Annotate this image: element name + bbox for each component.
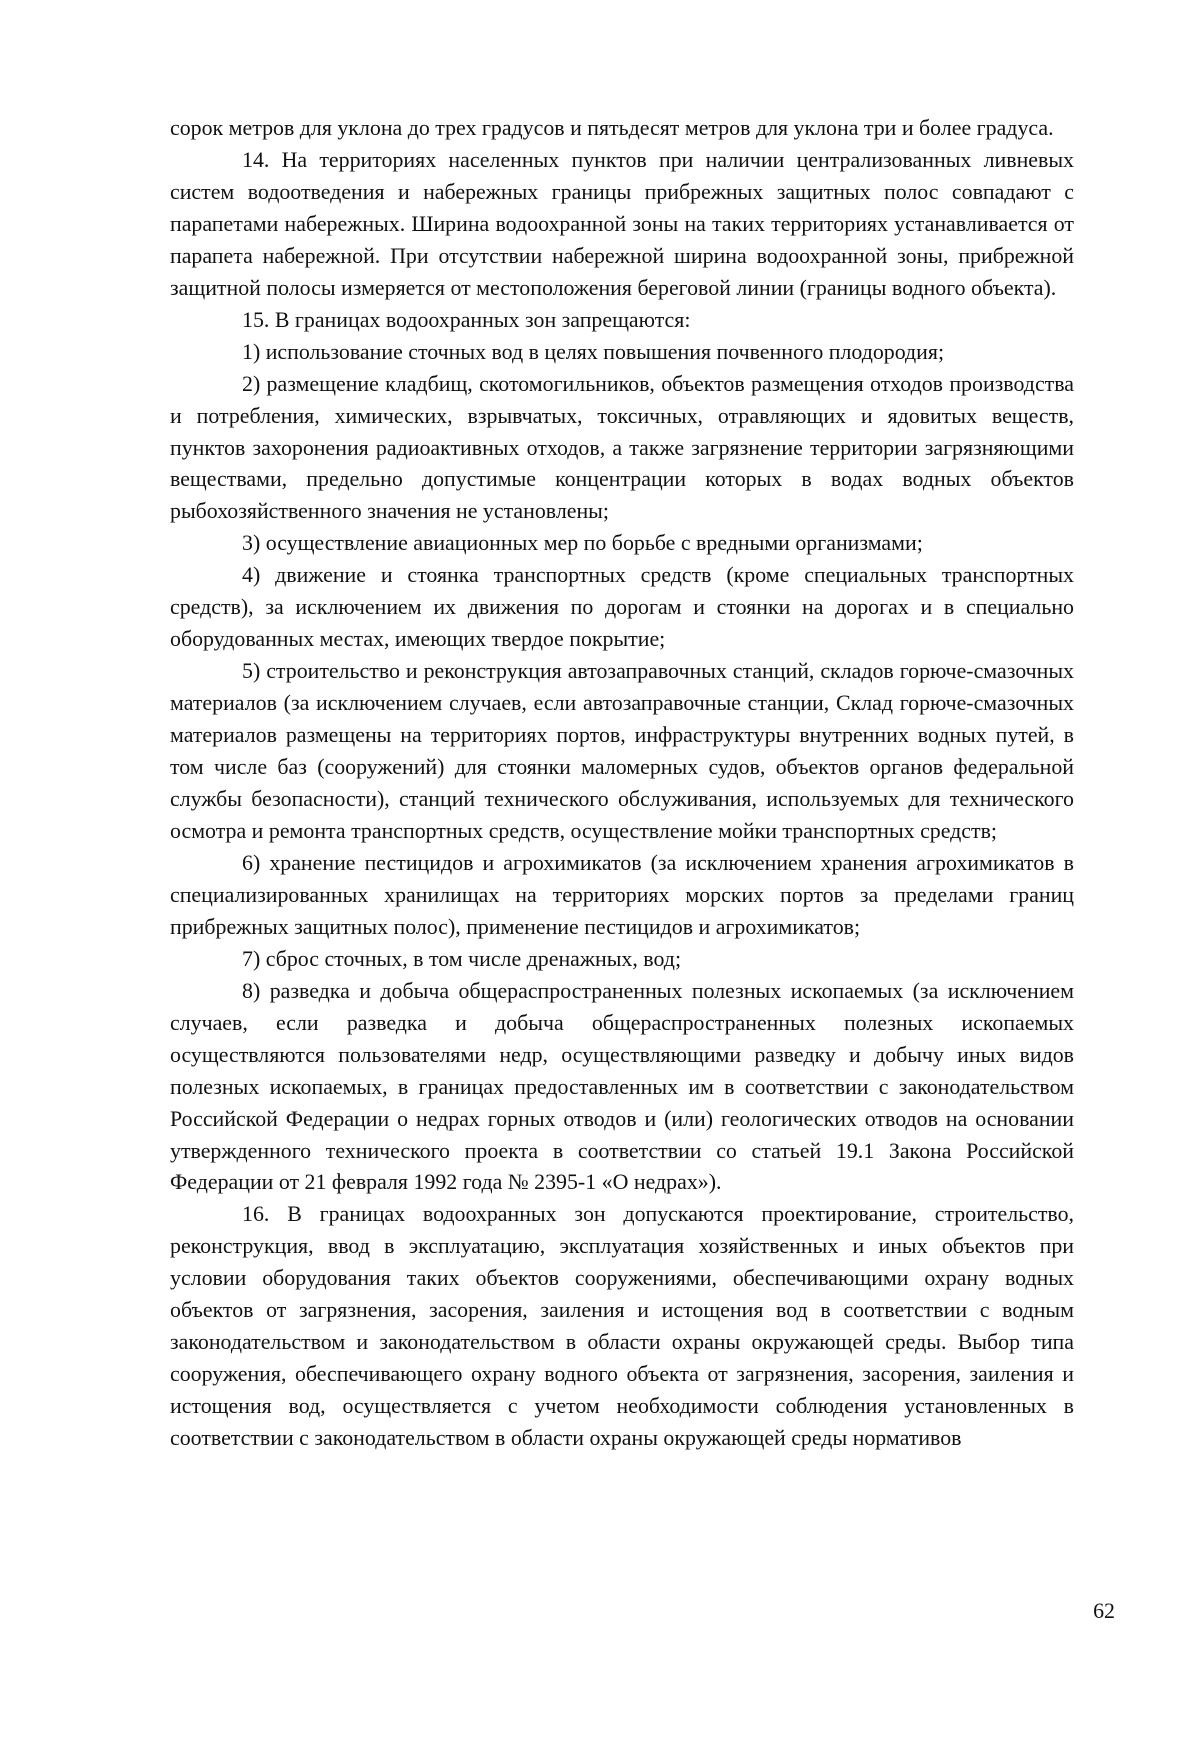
subitem-1: 1) использование сточных вод в целях повышения почвенного плодородия; xyxy=(242,338,945,364)
subitem-7: 7) сброс сточных, в том числе дренажных, вод; xyxy=(242,945,682,971)
subitem-4: 4) движение и стоянка транспортных средств (кроме специальных транспортных средств), за исключением их движения по дорогам и стоянки на дорогах и в специально оборудованных местах, имеющих твердое покрытие; xyxy=(170,562,1074,652)
subitem-6: 6) хранение пестицидов и агрохимикатов (за исключением хранения агрохимикатов в специализированных хранилищах на территориях морских портов за пределами границ прибрежных защитных полос), применение пестицидов и агрохимикатов; xyxy=(170,849,1074,939)
document-body xyxy=(170,112,1074,1454)
subitem-2: 2) размещение кладбищ, скотомогильников, объектов размещения отходов производства и потребления, химических, взрывчатых, токсичных, отравляющих и ядовитых веществ, пунктов захоронения радиоактивных отходов, а также загрязнение территории загрязняющими веществами, предельно допустимые концентрации которых в водах водных объектов рыбохозяйственного значения не установлены; xyxy=(170,370,1074,524)
subitem-8: 8) разведка и добыча общераспространенных полезных ископаемых (за исключением случаев, если разведка и добыча общераспространенных полезных ископаемых осуществляются пользователями недр, осуществляющими разведку и добычу иных видов полезных ископаемых, в границах предоставленных им в соответствии с законодательством Российской Федерации о недрах горных отводов и (или) геологических отводов на основании утвержденного технического проекта в соответствии со статьей 19.1 Закона Российской Федерации от 21 февраля 1992 года № 2395-1 «О недрах»). xyxy=(170,977,1074,1195)
paragraph-item-16: 16. В границах водоохранных зон допускаются проектирование, строительство, реконструкция, ввод в эксплуатацию, эксплуатация хозяйственных и иных объектов при условии оборудования таких объектов сооружениями, обеспечивающими охрану водных объектов от загрязнения, засорения, заиления и истощения вод в соответствии с водным законодательством и законодательством в области охраны окружающей среды. Выбор типа сооружения, обеспечивающего охрану водного объекта от загрязнения, засорения, заиления и истощения вод, осуществляется с учетом необходимости соблюдения установленных в соответствии с законодательством в области охраны окружающей среды нормативов xyxy=(170,1201,1074,1451)
paragraph-continuation: сорок метров для уклона до трех градусов и пятьдесят метров для уклона три и более градуса. xyxy=(170,115,1054,140)
paragraph-item-14: 14. На территориях населенных пунктов при наличии централизованных ливневых систем водоотведения и набережных границы прибрежных защитных полос совпадают с парапетами набережных. Ширина водоохранной зоны на таких территориях устанавливается от парапета набережной. При отсутствии набережной ширина водоохранной зоны, прибрежной защитной полосы измеряется от местоположения береговой линии (границы водного объекта). xyxy=(170,146,1074,300)
page-number: 62 xyxy=(1093,1598,1115,1623)
subitem-5: 5) строительство и реконструкция автозаправочных станций, складов горюче-смазочных материалов (за исключением случаев, если автозаправочные станции, Склад горюче-смазочных материалов размещены на территориях портов, инфраструктуры внутренних водных путей, в том числе баз (сооружений) для стоянки маломерных судов, объектов органов федеральной службы безопасности), станций технического обслуживания, используемых для технического осмотра и ремонта транспортных средств, осуществление мойки транспортных средств; xyxy=(170,658,1074,843)
subitem-3: 3) осуществление авиационных мер по борьбе с вредными организмами; xyxy=(242,530,923,556)
paragraph-item-15: 15. В границах водоохранных зон запрещаются: xyxy=(242,306,691,332)
